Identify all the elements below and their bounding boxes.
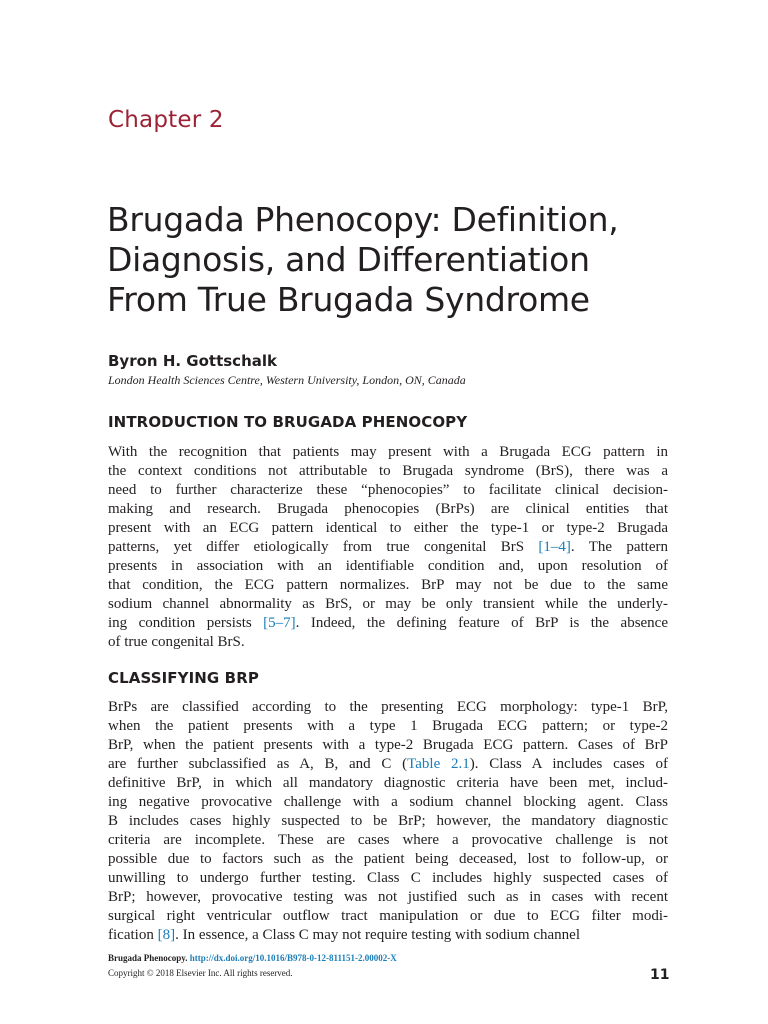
chapter-title-line: From True Brugada Syndrome bbox=[107, 280, 590, 319]
footer-book-title: Brugada Phenocopy. bbox=[108, 953, 188, 963]
text-line bbox=[108, 793, 668, 812]
author-affiliation: London Health Sciences Centre, Western University, London, ON, Canada bbox=[108, 373, 466, 387]
text-line bbox=[108, 755, 668, 774]
text-segment: criteria are incomplete. These are cases where a provocative challenge is not bbox=[108, 832, 668, 848]
paragraph-classifying bbox=[108, 698, 668, 945]
text-segment: ing condition persists bbox=[108, 615, 264, 631]
text-segment: ). Class A includes cases of bbox=[469, 756, 668, 772]
text-segment: . The pattern bbox=[570, 539, 669, 555]
text-segment: BrP; however, provocative testing was not justified such as in cases with recent bbox=[108, 889, 668, 905]
text-line bbox=[108, 774, 668, 793]
text-line bbox=[108, 576, 668, 595]
text-segment: making and research. Brugada phenocopies (BrPs) are clinical entities that bbox=[108, 501, 668, 517]
section-heading-classifying: CLASSIFYING BRP bbox=[108, 669, 259, 687]
text-line bbox=[108, 926, 668, 945]
text-line bbox=[108, 462, 668, 481]
citation-link[interactable]: [8] bbox=[157, 927, 176, 943]
citation-link[interactable]: [5–7] bbox=[263, 615, 296, 631]
footer-copyright: Copyright © 2018 Elsevier Inc. All rights reserved. bbox=[108, 968, 293, 978]
text-segment: definitive BrP, in which all mandatory diagnostic criteria have been met, includ- bbox=[108, 775, 668, 791]
text-segment: patterns, yet differ etiologically from true congenital BrS bbox=[108, 539, 539, 555]
section-heading-introduction: INTRODUCTION TO BRUGADA PHENOCOPY bbox=[108, 413, 468, 431]
text-segment: sodium channel abnormality as BrS, or may be only transient while the underly- bbox=[108, 596, 668, 612]
text-line bbox=[108, 888, 668, 907]
citation-link[interactable]: Table 2.1 bbox=[407, 756, 470, 772]
text-segment: are further subclassified as A, B, and C ( bbox=[108, 756, 408, 772]
text-line bbox=[108, 698, 668, 717]
text-segment: BrPs are classified according to the presenting ECG morphology: type-1 BrP, bbox=[108, 699, 668, 715]
text-line bbox=[108, 557, 668, 576]
citation-link[interactable]: [1–4] bbox=[538, 539, 571, 555]
text-line bbox=[108, 595, 668, 614]
text-line bbox=[108, 538, 668, 557]
text-segment: of true congenital BrS. bbox=[108, 634, 245, 650]
text-segment: when the patient presents with a type 1 Brugada ECG pattern; or type-2 bbox=[108, 718, 668, 734]
text-line bbox=[108, 812, 668, 831]
footer-citation bbox=[108, 953, 397, 963]
text-line bbox=[108, 633, 668, 652]
text-line bbox=[108, 614, 668, 633]
text-segment: B includes cases highly suspected to be BrP; however, the mandatory diagnostic bbox=[108, 813, 668, 829]
text-segment: fication bbox=[108, 927, 158, 943]
text-segment: . Indeed, the defining feature of BrP is the absence bbox=[295, 615, 669, 631]
text-line bbox=[108, 850, 668, 869]
text-segment: the context conditions not attributable to Brugada syndrome (BrS), there was a bbox=[108, 463, 668, 479]
page-number: 11 bbox=[650, 967, 670, 983]
text-segment: ing negative provocative challenge with a sodium channel blocking agent. Class bbox=[108, 794, 668, 810]
text-line bbox=[108, 907, 668, 926]
text-line bbox=[108, 481, 668, 500]
chapter-title-line: Diagnosis, and Differentiation bbox=[107, 240, 590, 279]
text-line bbox=[108, 500, 668, 519]
text-segment: . In essence, a Class C may not require testing with sodium channel bbox=[175, 927, 580, 943]
text-line bbox=[108, 736, 668, 755]
text-segment: presents in association with an identifiable condition and, upon resolution of bbox=[108, 558, 668, 574]
text-line bbox=[108, 831, 668, 850]
text-line bbox=[108, 519, 668, 538]
chapter-title-line: Brugada Phenocopy: Definition, bbox=[107, 200, 619, 239]
text-line bbox=[108, 717, 668, 736]
author-name: Byron H. Gottschalk bbox=[108, 352, 277, 370]
text-segment: need to further characterize these “phenocopies” to facilitate clinical decision- bbox=[108, 482, 668, 498]
chapter-title bbox=[107, 200, 707, 320]
text-segment: possible due to factors such as the patient being deceased, lost to follow-up, or bbox=[108, 851, 668, 867]
text-line bbox=[108, 443, 668, 462]
footer-doi-link[interactable]: http://dx.doi.org/10.1016/B978-0-12-811151-2.00002-X bbox=[189, 953, 397, 963]
text-segment: With the recognition that patients may present with a Brugada ECG pattern in bbox=[108, 444, 668, 460]
text-segment: unwilling to undergo further testing. Class C includes highly suspected cases of bbox=[108, 870, 668, 886]
chapter-label: Chapter 2 bbox=[108, 107, 224, 133]
text-segment: surgical right ventricular outflow tract manipulation or due to ECG filter modi- bbox=[108, 908, 668, 924]
text-line bbox=[108, 869, 668, 888]
text-segment: BrP, when the patient presents with a type-2 Brugada ECG pattern. Cases of BrP bbox=[108, 737, 668, 753]
text-segment: present with an ECG pattern identical to either the type-1 or type-2 Brugada bbox=[108, 520, 668, 536]
text-segment: that condition, the ECG pattern normalizes. BrP may not be due to the same bbox=[108, 577, 668, 593]
paragraph-introduction bbox=[108, 443, 668, 652]
